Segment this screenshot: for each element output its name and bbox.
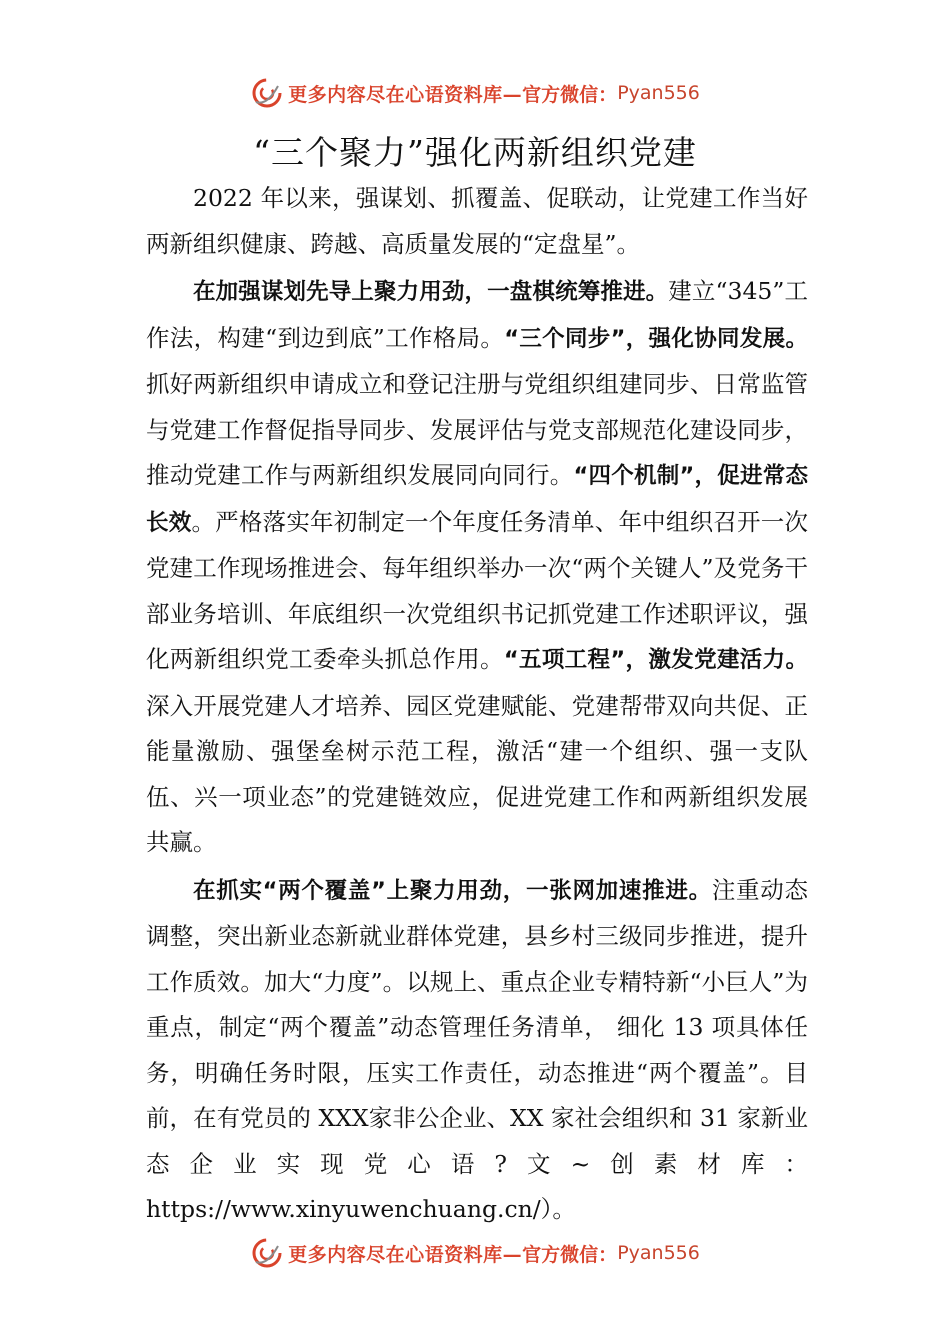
header-watermark-banner <box>0 73 950 113</box>
text-three-sync: 抓好两新组织申请成立和登记注册与党组织组建同步、日常监管与党建工作督促指导同步、发展评估与党支部规范化建设同步，推动党建工作与两新组织发展同向同行。 <box>146 370 808 489</box>
banner-wechat-id: Pyan556 <box>617 82 700 104</box>
banner-wechat-label: 官方微信： <box>522 1243 618 1266</box>
heading-planning: 在加强谋划先导上聚力用劲，一盘棋统筹推进。 <box>193 279 669 305</box>
text-coverage-2: 细化 13 项具体任务，明确任务时限，压实工作责任，动态推进“两个覆盖”。目前，在有党员的 XXX家非公企业、XX 家社会组织和 31 家新业态企业实现党心语?文~创素材库：https://www.xinyuwenchuang.cn/）。 <box>146 1013 808 1223</box>
text-five-projects: 深入开展党建人才培养、园区党建赋能、党建帮带双向共促、正能量激励、强堡垒树示范工程，激活“建一个组织、强一支队伍、兴一项业态”的党建链效应，促进党建工作和两新组织发展共赢。 <box>146 691 808 856</box>
page-title: “三个聚力”强化两新组织党建 <box>253 133 697 172</box>
banner-wechat-id: Pyan556 <box>617 1242 700 1264</box>
text-planning-1: 建立“345”工作法，构建“到边到底”工作格局。 <box>146 277 808 352</box>
banner-wechat-label: 官方微信： <box>522 83 618 106</box>
heading-three-sync: “三个同步”，强化协同发展。 <box>504 325 809 352</box>
text-four-mechanisms: 。严格落实年初制定一个年度任务清单、年中组织召开一次党建工作现场推进会、每年组织举办一次“两个关键人”及党务干部业务培训、年底组织一次党组织书记抓党建工作述职评议，强化两新组织党工委牵头抓总作用。 <box>146 507 808 673</box>
article-body <box>146 176 808 1235</box>
heading-four-mechanisms: “四个机制”，促进常态长效 <box>146 463 809 536</box>
banner-text: 更多内容尽在心语资料库— <box>288 83 523 106</box>
heading-coverage: 在抓实“两个覆盖”上聚力用劲，一张网加速推进。 <box>193 877 712 904</box>
paragraph-coverage <box>146 868 808 1233</box>
swirl-logo-icon <box>250 76 284 110</box>
paragraph-planning <box>146 269 808 866</box>
swirl-logo-icon <box>250 1236 284 1270</box>
banner-text: 更多内容尽在心语资料库— <box>288 1243 523 1266</box>
footer-watermark-banner <box>0 1233 950 1273</box>
heading-five-projects: “五项工程”，激发党建活力。 <box>503 647 809 673</box>
text-coverage-1: 注重动态调整，突出新业态新就业群体党建，县乡村三级同步推进，提升工作质效。加大“力度”。以规上、重点企业专精特新“小巨人”为重点，制定“两个覆盖”动态管理任务清单， <box>146 875 809 1041</box>
paragraph-intro: 2022 年以来，强谋划、抓覆盖、促联动，让党建工作当好两新组织健康、跨越、高质量发展的“定盘星”。 <box>146 184 808 258</box>
